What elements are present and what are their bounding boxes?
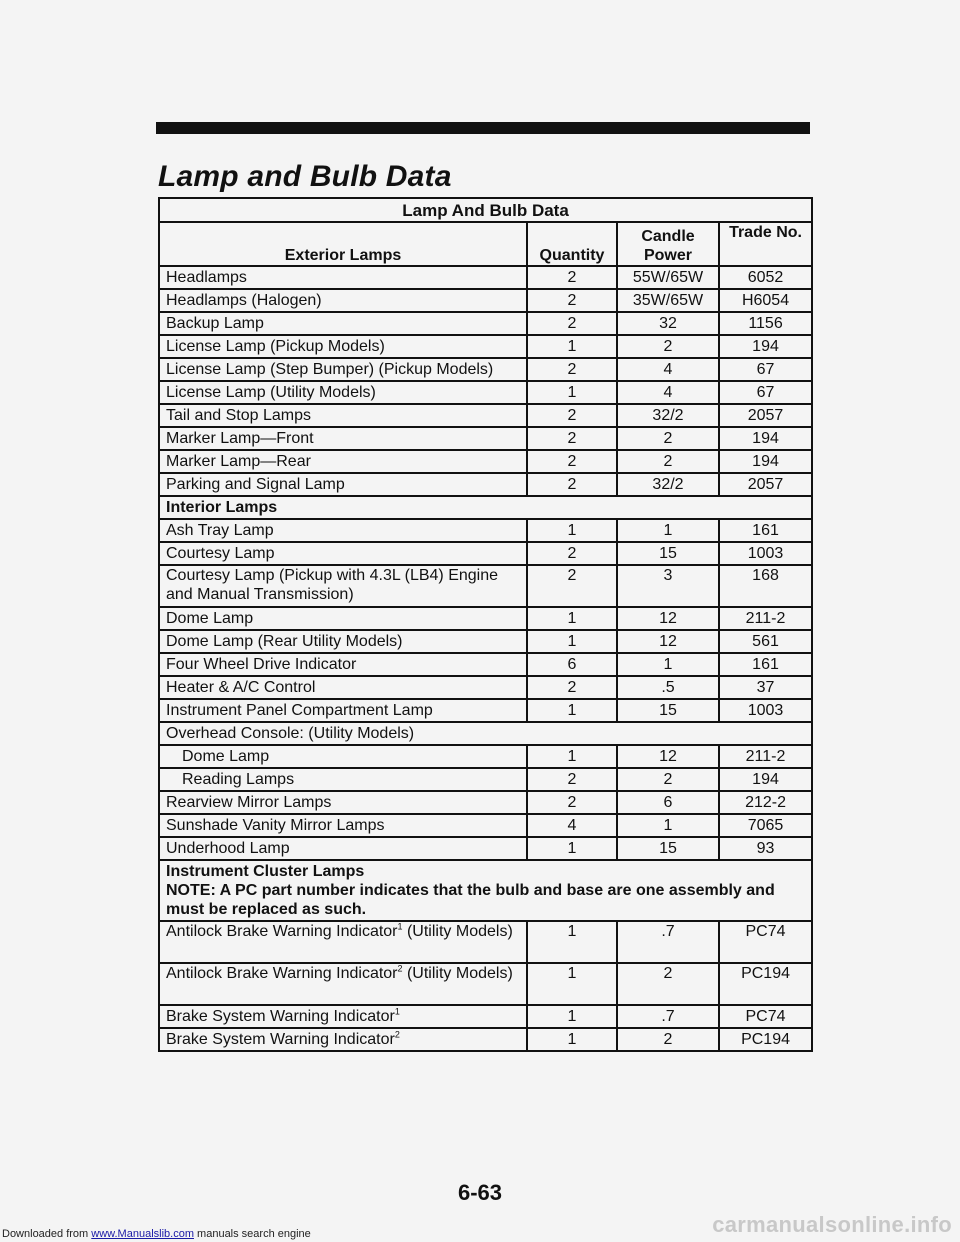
lamp-candle-power: 3 (617, 565, 719, 607)
table-row (159, 335, 812, 358)
lamp-quantity: 2 (527, 266, 617, 289)
lamp-quantity: 2 (527, 358, 617, 381)
lamp-name-text: Brake System Warning Indicator (166, 1008, 395, 1025)
lamp-candle-power: 6 (617, 791, 719, 814)
table-row (159, 427, 812, 450)
lamp-trade-no: 67 (719, 381, 812, 404)
lamp-name: Ash Tray Lamp (159, 519, 527, 542)
footer-prefix: Downloaded from (2, 1228, 89, 1240)
lamp-name-suffix: (Utility Models) (402, 923, 513, 940)
lamp-candle-power: 2 (617, 1028, 719, 1051)
lamp-name (159, 921, 527, 963)
instrument-cluster-heading-cell (159, 860, 812, 921)
lamp-trade-no: 161 (719, 519, 812, 542)
header-trade-no: Trade No. (719, 222, 812, 266)
lamp-quantity: 2 (527, 676, 617, 699)
lamp-quantity: 6 (527, 653, 617, 676)
table-row (159, 768, 812, 791)
lamp-name: Four Wheel Drive Indicator (159, 653, 527, 676)
lamp-candle-power: 15 (617, 542, 719, 565)
interior-lamps-heading: Interior Lamps (159, 496, 812, 519)
lamp-quantity: 2 (527, 565, 617, 607)
lamp-name: Headlamps (159, 266, 527, 289)
table-row (159, 404, 812, 427)
lamp-quantity: 2 (527, 427, 617, 450)
table-row (159, 676, 812, 699)
interior-lamps-heading-row (159, 496, 812, 519)
lamp-candle-power: 12 (617, 745, 719, 768)
header-quantity: Quantity (527, 222, 617, 266)
lamp-candle-power: .5 (617, 676, 719, 699)
lamp-candle-power: 32/2 (617, 473, 719, 496)
lamp-quantity: 2 (527, 312, 617, 335)
lamp-name: Rearview Mirror Lamps (159, 791, 527, 814)
table-row (159, 745, 812, 768)
lamp-trade-no: 2057 (719, 404, 812, 427)
lamp-name: Marker Lamp—Front (159, 427, 527, 450)
lamp-quantity: 1 (527, 381, 617, 404)
lamp-name: Reading Lamps (159, 768, 527, 791)
lamp-name-suffix: (Utility Models) (402, 965, 513, 982)
lamp-name (159, 963, 527, 1005)
lamp-candle-power: 12 (617, 630, 719, 653)
table-row (159, 814, 812, 837)
instrument-cluster-heading-row (159, 860, 812, 921)
footer-suffix: manuals search engine (197, 1228, 311, 1240)
lamp-trade-no: 194 (719, 450, 812, 473)
lamp-candle-power: 55W/65W (617, 266, 719, 289)
lamp-name: Courtesy Lamp (159, 542, 527, 565)
lamp-quantity: 1 (527, 335, 617, 358)
lamp-trade-no: 194 (719, 427, 812, 450)
lamp-quantity: 2 (527, 768, 617, 791)
lamp-trade-no: 212-2 (719, 791, 812, 814)
table-row (159, 266, 812, 289)
table-row (159, 565, 812, 607)
lamp-name: Instrument Panel Compartment Lamp (159, 699, 527, 722)
table-title: Lamp And Bulb Data (159, 198, 812, 222)
footer-link[interactable]: www.Manualslib.com (91, 1228, 194, 1240)
lamp-candle-power: 1 (617, 519, 719, 542)
lamp-name: Headlamps (Halogen) (159, 289, 527, 312)
lamp-quantity: 2 (527, 473, 617, 496)
lamp-name: Tail and Stop Lamps (159, 404, 527, 427)
lamp-candle-power: 35W/65W (617, 289, 719, 312)
lamp-candle-power: 32 (617, 312, 719, 335)
lamp-name: Dome Lamp (159, 745, 527, 768)
table-row (159, 381, 812, 404)
lamp-quantity: 1 (527, 921, 617, 963)
lamp-name: Underhood Lamp (159, 837, 527, 860)
lamp-candle-power: 4 (617, 358, 719, 381)
footnote-marker: 1 (397, 921, 403, 932)
lamp-quantity: 2 (527, 289, 617, 312)
lamp-name: Backup Lamp (159, 312, 527, 335)
overhead-console-heading: Overhead Console: (Utility Models) (159, 722, 812, 745)
lamp-trade-no: 1003 (719, 542, 812, 565)
table-row (159, 1028, 812, 1051)
lamp-trade-no: PC194 (719, 1028, 812, 1051)
lamp-quantity: 1 (527, 519, 617, 542)
lamp-candle-power: 15 (617, 699, 719, 722)
table-row (159, 473, 812, 496)
lamp-quantity: 2 (527, 791, 617, 814)
table-row (159, 450, 812, 473)
lamp-trade-no: 93 (719, 837, 812, 860)
lamp-trade-no: 211-2 (719, 607, 812, 630)
lamp-trade-no: 161 (719, 653, 812, 676)
lamp-name-text: Antilock Brake Warning Indicator (166, 923, 398, 940)
lamp-quantity: 4 (527, 814, 617, 837)
lamp-candle-power: 15 (617, 837, 719, 860)
lamp-name: Courtesy Lamp (Pickup with 4.3L (LB4) Engine and Manual Transmission) (159, 565, 527, 607)
lamp-candle-power: .7 (617, 921, 719, 963)
lamp-trade-no: 1003 (719, 699, 812, 722)
lamp-trade-no: 211-2 (719, 745, 812, 768)
lamp-candle-power: 32/2 (617, 404, 719, 427)
table-header-row (159, 222, 812, 266)
lamp-trade-no: 194 (719, 335, 812, 358)
table-row (159, 791, 812, 814)
table-row (159, 699, 812, 722)
lamp-candle-power: 2 (617, 768, 719, 791)
lamp-candle-power: 2 (617, 335, 719, 358)
table-row (159, 312, 812, 335)
lamp-quantity: 1 (527, 745, 617, 768)
lamp-trade-no: 2057 (719, 473, 812, 496)
lamp-quantity: 2 (527, 450, 617, 473)
lamp-name: License Lamp (Step Bumper) (Pickup Models) (159, 358, 527, 381)
table-row (159, 963, 812, 1005)
lamp-name: Parking and Signal Lamp (159, 473, 527, 496)
lamp-quantity: 1 (527, 837, 617, 860)
lamp-trade-no: 67 (719, 358, 812, 381)
table-row (159, 837, 812, 860)
page-number: 6-63 (457, 1180, 503, 1205)
lamp-quantity: 1 (527, 699, 617, 722)
lamp-candle-power: 4 (617, 381, 719, 404)
lamp-candle-power: 1 (617, 814, 719, 837)
lamp-name-text: Antilock Brake Warning Indicator (166, 965, 398, 982)
lamp-candle-power: .7 (617, 1005, 719, 1028)
watermark: carmanualsonline.info (712, 1212, 952, 1237)
lamp-name (159, 1028, 527, 1051)
lamp-name: Dome Lamp (159, 607, 527, 630)
lamp-quantity: 2 (527, 404, 617, 427)
lamp-name: License Lamp (Utility Models) (159, 381, 527, 404)
lamp-name: Heater & A/C Control (159, 676, 527, 699)
lamp-quantity: 1 (527, 1005, 617, 1028)
lamp-candle-power: 12 (617, 607, 719, 630)
lamp-name: License Lamp (Pickup Models) (159, 335, 527, 358)
table-row (159, 358, 812, 381)
lamp-candle-power: 2 (617, 427, 719, 450)
table-row (159, 607, 812, 630)
lamp-quantity: 1 (527, 630, 617, 653)
lamp-trade-no: PC74 (719, 1005, 812, 1028)
lamp-trade-no: 561 (719, 630, 812, 653)
table-row (159, 1005, 812, 1028)
lamp-name-text: Brake System Warning Indicator (166, 1031, 395, 1048)
lamp-trade-no: PC194 (719, 963, 812, 1005)
table-row (159, 653, 812, 676)
lamp-name: Sunshade Vanity Mirror Lamps (159, 814, 527, 837)
lamp-trade-no: 37 (719, 676, 812, 699)
lamp-quantity: 1 (527, 963, 617, 1005)
lamp-name: Marker Lamp—Rear (159, 450, 527, 473)
lamp-name (159, 1005, 527, 1028)
lamp-trade-no: 7065 (719, 814, 812, 837)
header-exterior-lamps: Exterior Lamps (159, 222, 527, 266)
lamp-trade-no: 194 (719, 768, 812, 791)
table-row (159, 289, 812, 312)
table-row (159, 542, 812, 565)
lamp-trade-no: 1156 (719, 312, 812, 335)
lamp-quantity: 2 (527, 542, 617, 565)
lamp-candle-power: 2 (617, 963, 719, 1005)
table-title-row (159, 198, 812, 222)
section-title: Lamp and Bulb Data (158, 160, 452, 193)
lamp-candle-power: 2 (617, 450, 719, 473)
lamp-trade-no: H6054 (719, 289, 812, 312)
header-rule (156, 122, 810, 134)
table-row (159, 921, 812, 963)
footnote-marker: 2 (394, 1029, 400, 1040)
footnote-marker: 1 (394, 1006, 400, 1017)
lamp-trade-no: 168 (719, 565, 812, 607)
table-row (159, 630, 812, 653)
instrument-cluster-heading: Instrument Cluster Lamps (166, 863, 365, 880)
table-row (159, 519, 812, 542)
lamp-quantity: 1 (527, 607, 617, 630)
overhead-console-heading-row (159, 722, 812, 745)
lamp-bulb-table (158, 197, 813, 1052)
lamp-candle-power: 1 (617, 653, 719, 676)
lamp-trade-no: 6052 (719, 266, 812, 289)
lamp-trade-no: PC74 (719, 921, 812, 963)
lamp-quantity: 1 (527, 1028, 617, 1051)
lamp-name: Dome Lamp (Rear Utility Models) (159, 630, 527, 653)
pc-part-note: NOTE: A PC part number indicates that the bulb and base are one assembly and must be replaced as such. (166, 882, 775, 918)
footnote-marker: 2 (397, 963, 403, 974)
header-candle-power: Candle Power (617, 222, 719, 266)
download-footer (2, 1228, 311, 1240)
